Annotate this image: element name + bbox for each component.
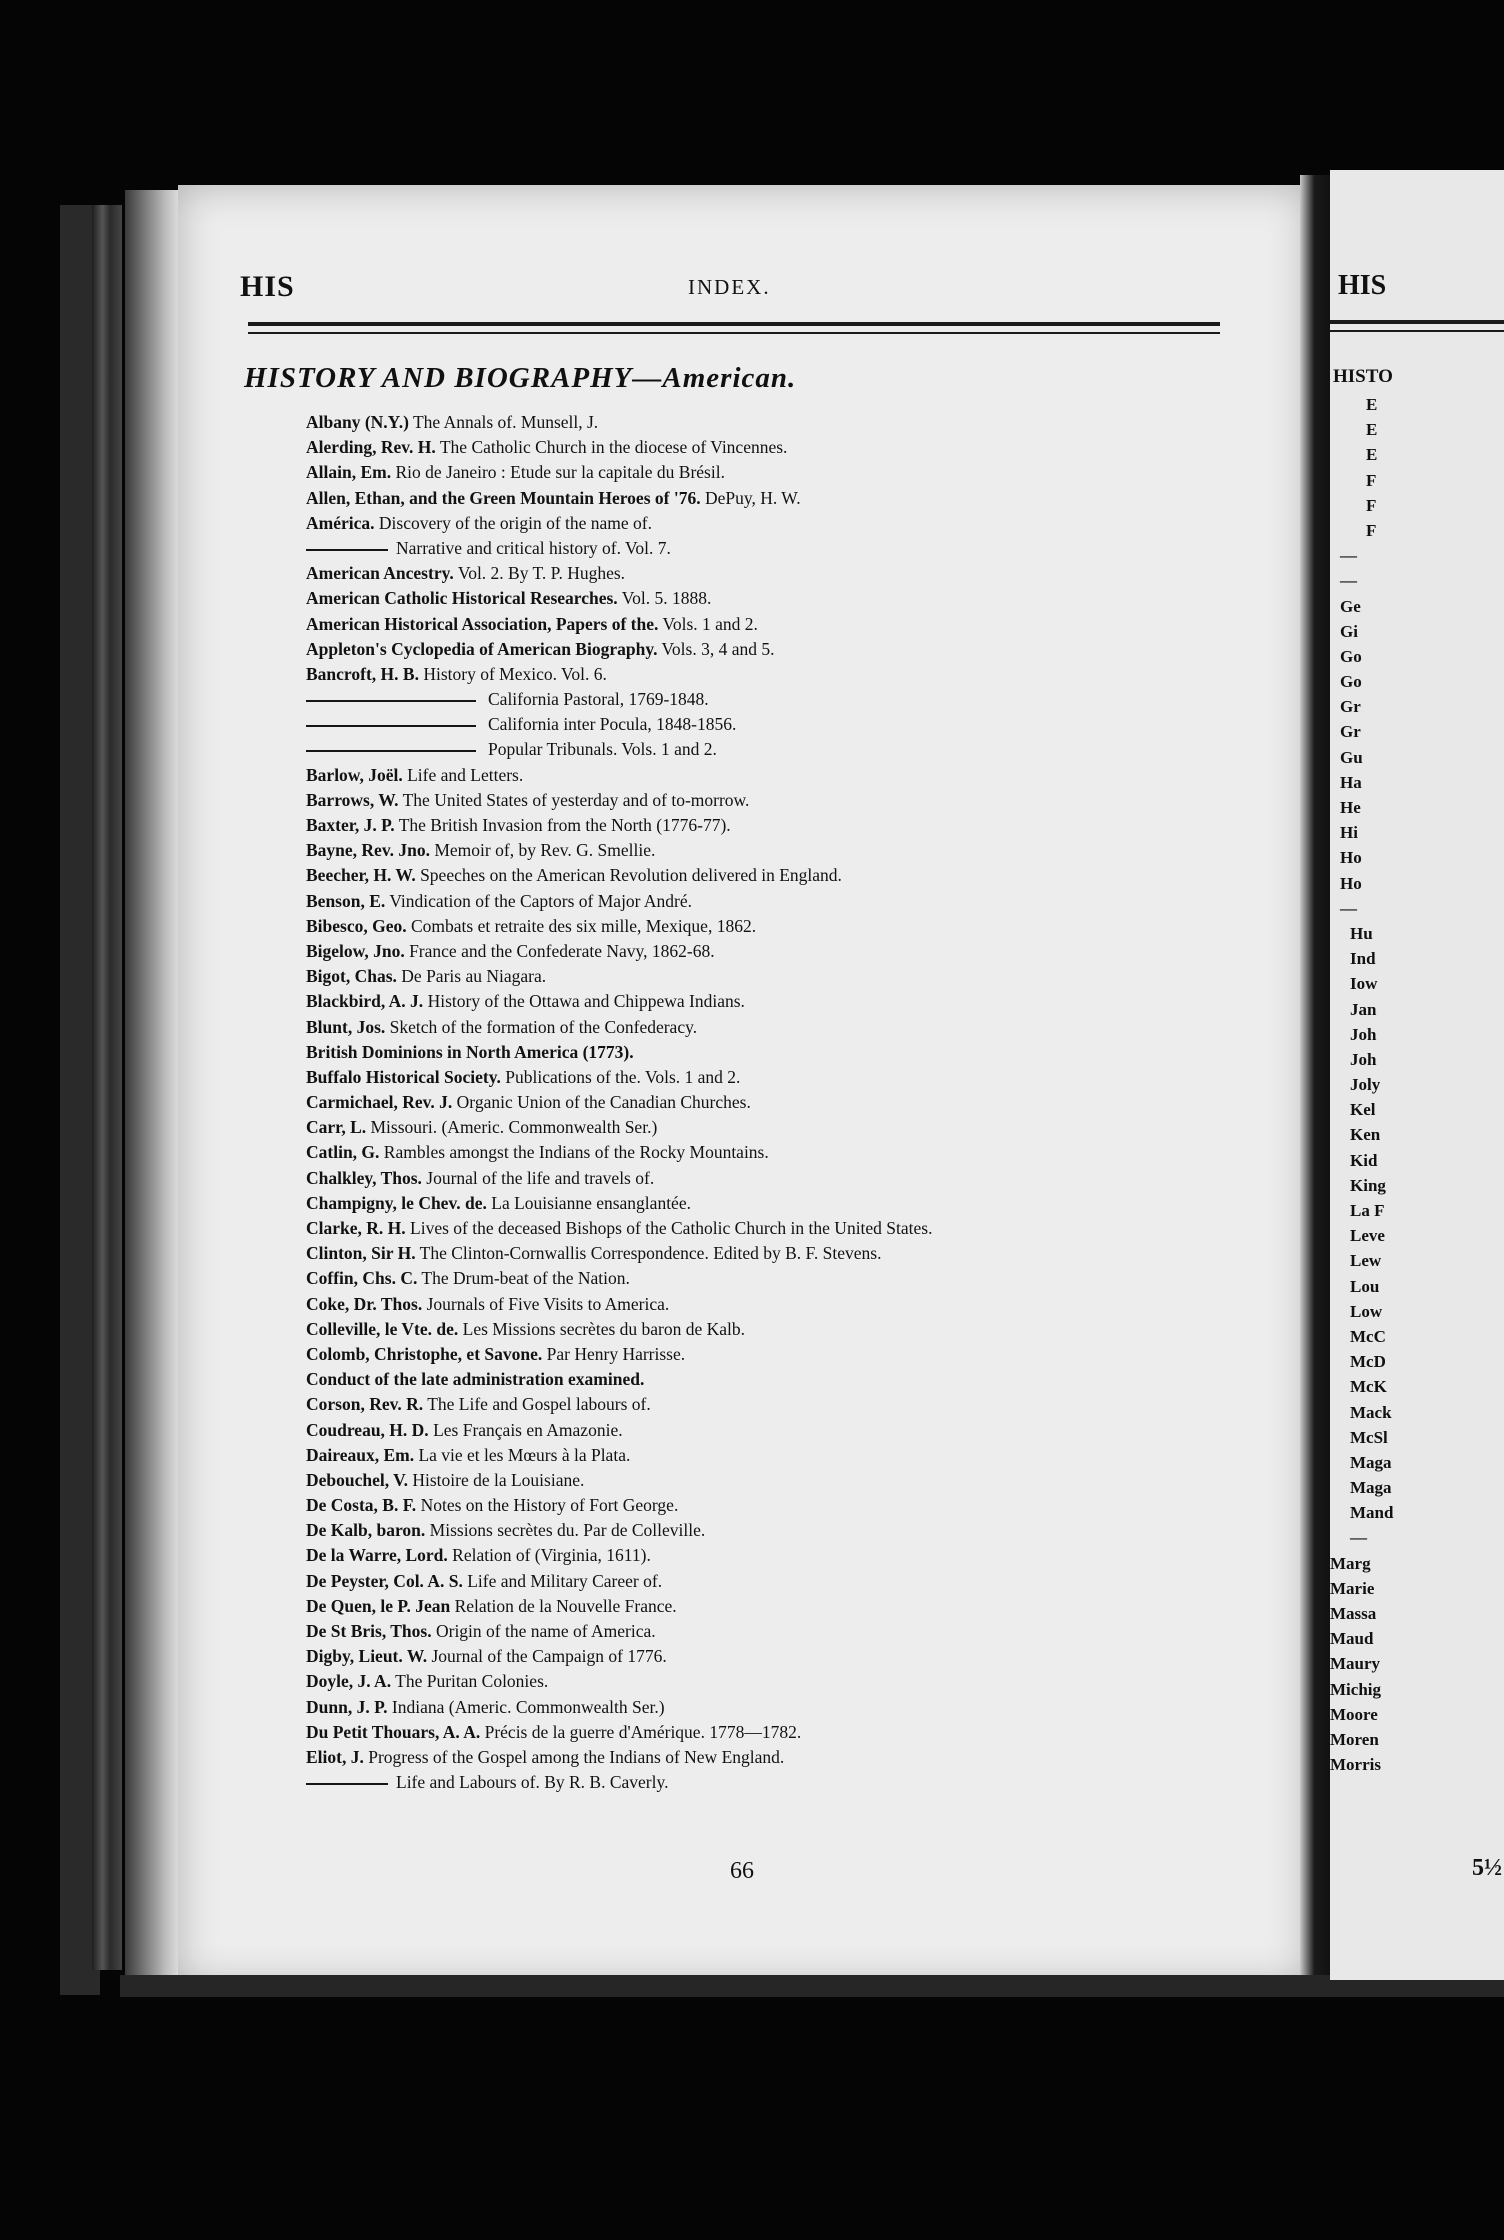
facing-entry: Kel [1350,1100,1376,1120]
entry-name: Colomb, Christophe, et Savone. [306,1343,543,1364]
page-number: 66 [730,1858,754,1884]
entry-name: American Historical Association, Papers of the. [306,613,659,634]
index-entry [306,460,1246,485]
entry-text: Journal of the life and travels of. [426,1167,655,1188]
ditto-dash [306,1783,388,1785]
index-entry-list [306,410,1246,1795]
index-entry [306,1266,1246,1291]
entry-name: América. [306,512,375,533]
index-entry [306,1669,1246,1694]
entry-name: Bigelow, Jno. [306,940,405,961]
entry-name: Chalkley, Thos. [306,1167,422,1188]
entry-name: Corson, Rev. R. [306,1394,424,1415]
section-title: HISTORY AND BIOGRAPHY—American. [244,362,797,394]
index-entry [306,737,1246,762]
index-entry [306,1569,1246,1594]
facing-entry: Ind [1350,949,1376,969]
entry-name: Digby, Lieut. W. [306,1646,428,1667]
entry-name: Doyle, J. A. [306,1671,392,1692]
facing-entry: E [1366,445,1378,465]
entry-text: Organic Union of the Canadian Churches. [456,1092,751,1113]
entry-name: Bayne, Rev. Jno. [306,840,430,861]
facing-entry: Low [1350,1301,1383,1321]
entry-name: De Quen, le P. Jean [306,1595,451,1616]
entry-text: Missouri. (Americ. Commonwealth Ser.) [370,1117,658,1138]
index-entry [306,712,1246,737]
facing-entry: Moren [1330,1729,1379,1749]
index-entry [306,1191,1246,1216]
ditto-dash [306,549,388,551]
entry-name: Alerding, Rev. H. [306,437,436,458]
entry-text: History of the Ottawa and Chippewa Indians. [427,991,745,1012]
index-entry [306,687,1246,712]
facing-entry: He [1340,798,1361,817]
ditto-dash [306,750,476,752]
facing-rule-thin [1330,330,1504,332]
entry-text: Publications of the. Vols. 1 and 2. [505,1066,741,1087]
facing-entry: — [1340,571,1357,591]
facing-entry: E [1366,395,1378,414]
index-entry [306,637,1246,662]
index-entry [306,1241,1246,1266]
facing-entry: Gr [1340,722,1361,742]
entry-name: Baxter, J. P. [306,815,395,835]
entry-text: Vol. 5. 1888. [621,588,712,609]
entry-text: DePuy, H. W. [704,487,801,508]
index-entry [306,1518,1246,1543]
entry-text: Discovery of the origin of the name of. [378,512,653,533]
facing-entry: Marie [1330,1578,1375,1598]
entry-text: California inter Pocula, 1848-1856. [488,714,737,735]
facing-entry: Joly [1350,1075,1381,1095]
entry-name: Dunn, J. P. [306,1696,388,1717]
entry-name: Allain, Em. [306,462,392,483]
facing-entry: McC [1350,1326,1386,1346]
entry-name: Buffalo Historical Society. [306,1066,501,1087]
index-entry [306,838,1246,863]
index-entry [306,1619,1246,1644]
entry-name: De St Bris, Thos. [306,1621,432,1641]
entry-text: The Clinton-Cornwallis Correspondence. Edited by B. F. Stevens. [419,1243,882,1264]
facing-entry: Marg [1330,1553,1371,1573]
facing-entry-list [1330,392,1504,1777]
index-entry [306,1015,1246,1040]
entry-name: Coffin, Chs. C. [306,1268,418,1289]
running-head-center: INDEX. [688,275,771,299]
entry-text: History of Mexico. Vol. 6. [423,663,607,684]
facing-entry: Maga [1350,1452,1392,1472]
entry-name: Du Petit Thouars, A. A. [306,1721,481,1742]
entry-text: Les Missions secrètes du baron de Kalb. [462,1318,746,1339]
index-entry [306,1040,1246,1065]
entry-text: Memoir of, by Rev. G. Smellie. [434,840,656,861]
entry-text: Rambles amongst the Indians of the Rocky Mountains. [383,1142,769,1163]
entry-text: La Louisianne ensanglantée. [491,1192,691,1213]
facing-entry: McD [1350,1352,1386,1372]
entry-text: Par Henry Harrisse. [546,1343,686,1364]
index-entry [306,1115,1246,1140]
entry-text: The Life and Gospel labours of. [427,1394,651,1415]
entry-text: The Puritan Colonies. [395,1671,549,1692]
facing-entry: F [1366,495,1377,515]
entry-name: Albany (N.Y.) [306,412,409,432]
index-entry [306,612,1246,637]
entry-name: Appleton's Cyclopedia of American Biography. [306,638,658,659]
entry-text: Origin of the name of America. [435,1621,656,1641]
entry-name: Clinton, Sir H. [306,1243,416,1264]
index-entry [306,1468,1246,1493]
entry-name: Carmichael, Rev. J. [306,1092,453,1113]
facing-entry: Lou [1350,1276,1380,1296]
entry-name: American Ancestry. [306,563,454,584]
index-entry [306,1166,1246,1191]
entry-text: The Drum-beat of the Nation. [421,1268,630,1289]
facing-entry: Ha [1340,772,1362,792]
facing-entry: Maga [1350,1478,1392,1498]
entry-text: The British Invasion from the North (1776-77). [398,815,731,835]
facing-entry: McK [1350,1377,1387,1397]
facing-entry: Maury [1330,1654,1381,1674]
index-entry [306,914,1246,939]
entry-name: Blunt, Jos. [306,1016,386,1037]
index-entry [306,1745,1246,1770]
entry-name: Beecher, H. W. [306,865,416,886]
page-stack-edge [92,205,122,1970]
entry-text: Relation de la Nouvelle France. [454,1595,677,1616]
entry-name: Barrows, W. [306,789,399,810]
facing-entry: F [1366,520,1377,540]
facing-page [1330,170,1504,1980]
entry-name: American Catholic Historical Researches. [306,588,618,609]
header-rule-thin [248,332,1220,334]
index-entry [306,889,1246,914]
book-base [120,1975,1504,1997]
index-entry [306,1443,1246,1468]
facing-entry: Moore [1330,1704,1378,1724]
entry-name: Bigot, Chas. [306,966,397,987]
index-entry [306,1418,1246,1443]
facing-entry: Hi [1340,823,1358,843]
entry-text: Life and Military Career of. [467,1570,663,1591]
index-entry [306,863,1246,888]
facing-entry: Gu [1340,747,1363,767]
book-gutter [1300,175,1332,1985]
entry-text: The United States of yesterday and of to-morrow. [402,789,750,810]
entry-text: Vindication of the Captors of Major André. [389,890,693,911]
facing-entry: Ken [1350,1125,1381,1145]
entry-name: Benson, E. [306,890,386,911]
facing-entry: Michig [1330,1679,1381,1699]
index-entry [306,536,1246,561]
facing-entry: — [1350,1528,1367,1548]
index-entry [306,1292,1246,1317]
entry-text: Précis de la guerre d'Amérique. 1778—1782. [484,1721,802,1742]
index-entry [306,511,1246,536]
facing-entry: Ge [1340,596,1361,616]
index-entry [306,939,1246,964]
index-entry [306,1065,1246,1090]
entry-text: Relation of (Virginia, 1611). [452,1545,651,1566]
entry-text: Popular Tribunals. Vols. 1 and 2. [488,739,717,760]
facing-entry: Maud [1330,1629,1374,1649]
ditto-dash [306,700,476,702]
facing-entry: — [1340,898,1357,918]
index-entry [306,1367,1246,1392]
entry-text: Journals of Five Visits to America. [426,1293,670,1314]
index-entry [306,1720,1246,1745]
index-entry [306,486,1246,511]
index-entry [306,1216,1246,1241]
header-rule-thick [248,322,1220,326]
ditto-dash [306,725,476,727]
entry-name: Carr, L. [306,1117,367,1138]
facing-entry: Go [1340,672,1362,692]
entry-text: Missions secrètes du. Par de Colleville. [429,1520,706,1541]
entry-name: Champigny, le Chev. de. [306,1192,487,1213]
facing-entry: Leve [1350,1226,1385,1246]
entry-text: Vols. 1 and 2. [662,613,758,634]
facing-section-title: HISTO [1333,366,1393,387]
index-entry [306,435,1246,460]
index-entry [306,662,1246,687]
index-entry [306,964,1246,989]
entry-text: Life and Labours of. By R. B. Caverly. [396,1772,669,1793]
entry-name: Clarke, R. H. [306,1218,406,1238]
entry-text: Journal of the Campaign of 1776. [431,1646,667,1667]
facing-entry: Morris [1330,1755,1381,1775]
entry-name: Coudreau, H. D. [306,1419,429,1440]
entry-text: Notes on the History of Fort George. [420,1495,679,1516]
entry-name: Debouchel, V. [306,1469,408,1490]
index-entry [306,410,1246,435]
entry-name: Daireaux, Em. [306,1444,415,1465]
entry-name: Barlow, Joël. [306,764,403,785]
entry-name: Catlin, G. [306,1142,380,1163]
facing-entry: McSl [1350,1427,1388,1447]
running-head-left: HIS [240,270,295,303]
entry-text: France and the Confederate Navy, 1862-68. [409,940,715,961]
entry-name: Bancroft, H. B. [306,663,419,684]
entry-text: Indiana (Americ. Commonwealth Ser.) [391,1696,665,1717]
facing-entry: Go [1340,646,1362,666]
facing-entry: King [1350,1175,1386,1195]
index-entry [306,1342,1246,1367]
entry-text: De Paris au Niagara. [401,966,547,987]
facing-running-head: HIS [1338,270,1387,301]
entry-name: Bibesco, Geo. [306,915,407,936]
facing-entry: — [1340,546,1357,566]
index-entry [306,1594,1246,1619]
entry-text: The Annals of. Munsell, J. [412,412,599,432]
facing-entry: Ho [1340,873,1362,893]
entry-name: Blackbird, A. J. [306,991,424,1012]
facing-entry: Joh [1350,1024,1377,1044]
entry-name: Colleville, le Vte. de. [306,1318,459,1339]
facing-entry: Joh [1350,1049,1377,1069]
index-entry [306,1644,1246,1669]
facing-entry: E [1366,420,1378,440]
index-entry [306,1493,1246,1518]
index-entry [306,1090,1246,1115]
facing-page-number: 5½ [1472,1855,1502,1881]
facing-entry: Kid [1350,1150,1378,1170]
index-entry [306,1770,1246,1795]
facing-entry: Hu [1350,923,1373,943]
facing-entry: F [1366,470,1377,490]
facing-rule-thick [1330,320,1504,324]
entry-name: De Kalb, baron. [306,1520,426,1541]
facing-entry: Massa [1330,1604,1377,1623]
facing-entry: Lew [1350,1251,1382,1271]
facing-entry: Iow [1350,974,1378,994]
entry-name: Allen, Ethan, and the Green Mountain Heroes of '76. [306,487,701,508]
entry-name: British Dominions in North America (1773). [306,1041,634,1062]
entry-text: Les Français en Amazonie. [433,1419,623,1440]
entry-text: Rio de Janeiro : Etude sur la capitale du Brésil. [395,462,725,483]
facing-entry: Gi [1340,621,1358,641]
index-entry [306,813,1246,838]
page-binding-shadow [125,190,183,1985]
entry-text: California Pastoral, 1769-1848. [488,689,709,710]
entry-text: The Catholic Church in the diocese of Vincennes. [439,437,788,458]
index-entry [306,561,1246,586]
entry-text: La vie et les Mœurs à la Plata. [418,1444,631,1465]
facing-entry: La F [1350,1201,1385,1220]
facing-entry: Mack [1350,1402,1392,1422]
entry-text: Lives of the deceased Bishops of the Catholic Church in the United States. [410,1218,933,1238]
facing-entry: Mand [1350,1503,1394,1523]
entry-name: Coke, Dr. Thos. [306,1293,423,1314]
entry-name: De la Warre, Lord. [306,1545,448,1566]
entry-name: Conduct of the late administration examined. [306,1369,645,1390]
entry-text: Sketch of the formation of the Confederacy. [389,1016,698,1037]
index-entry [306,1140,1246,1165]
index-entry [306,1317,1246,1342]
index-entry [306,1543,1246,1568]
entry-text: Narrative and critical history of. Vol. 7. [396,537,671,558]
entry-text: Life and Letters. [407,764,524,785]
facing-entry: Gr [1340,697,1361,717]
entry-text: Progress of the Gospel among the Indians of New England. [368,1746,785,1767]
entry-name: De Peyster, Col. A. S. [306,1570,463,1591]
index-entry [306,788,1246,813]
entry-name: Eliot, J. [306,1746,364,1767]
entry-text: Vols. 3, 4 and 5. [661,638,775,659]
facing-entry: Ho [1340,848,1362,868]
entry-text: Speeches on the American Revolution delivered in England. [420,865,842,886]
index-entry [306,989,1246,1014]
index-entry [306,1392,1246,1417]
index-entry [306,763,1246,788]
entry-text: Histoire de la Louisiane. [412,1469,585,1490]
entry-name: De Costa, B. F. [306,1495,417,1516]
index-entry [306,1695,1246,1720]
entry-text: Vol. 2. By T. P. Hughes. [457,563,626,584]
index-entry [306,586,1246,611]
entry-text: Combats et retraite des six mille, Mexique, 1862. [411,915,757,936]
facing-entry: Jan [1350,999,1377,1019]
